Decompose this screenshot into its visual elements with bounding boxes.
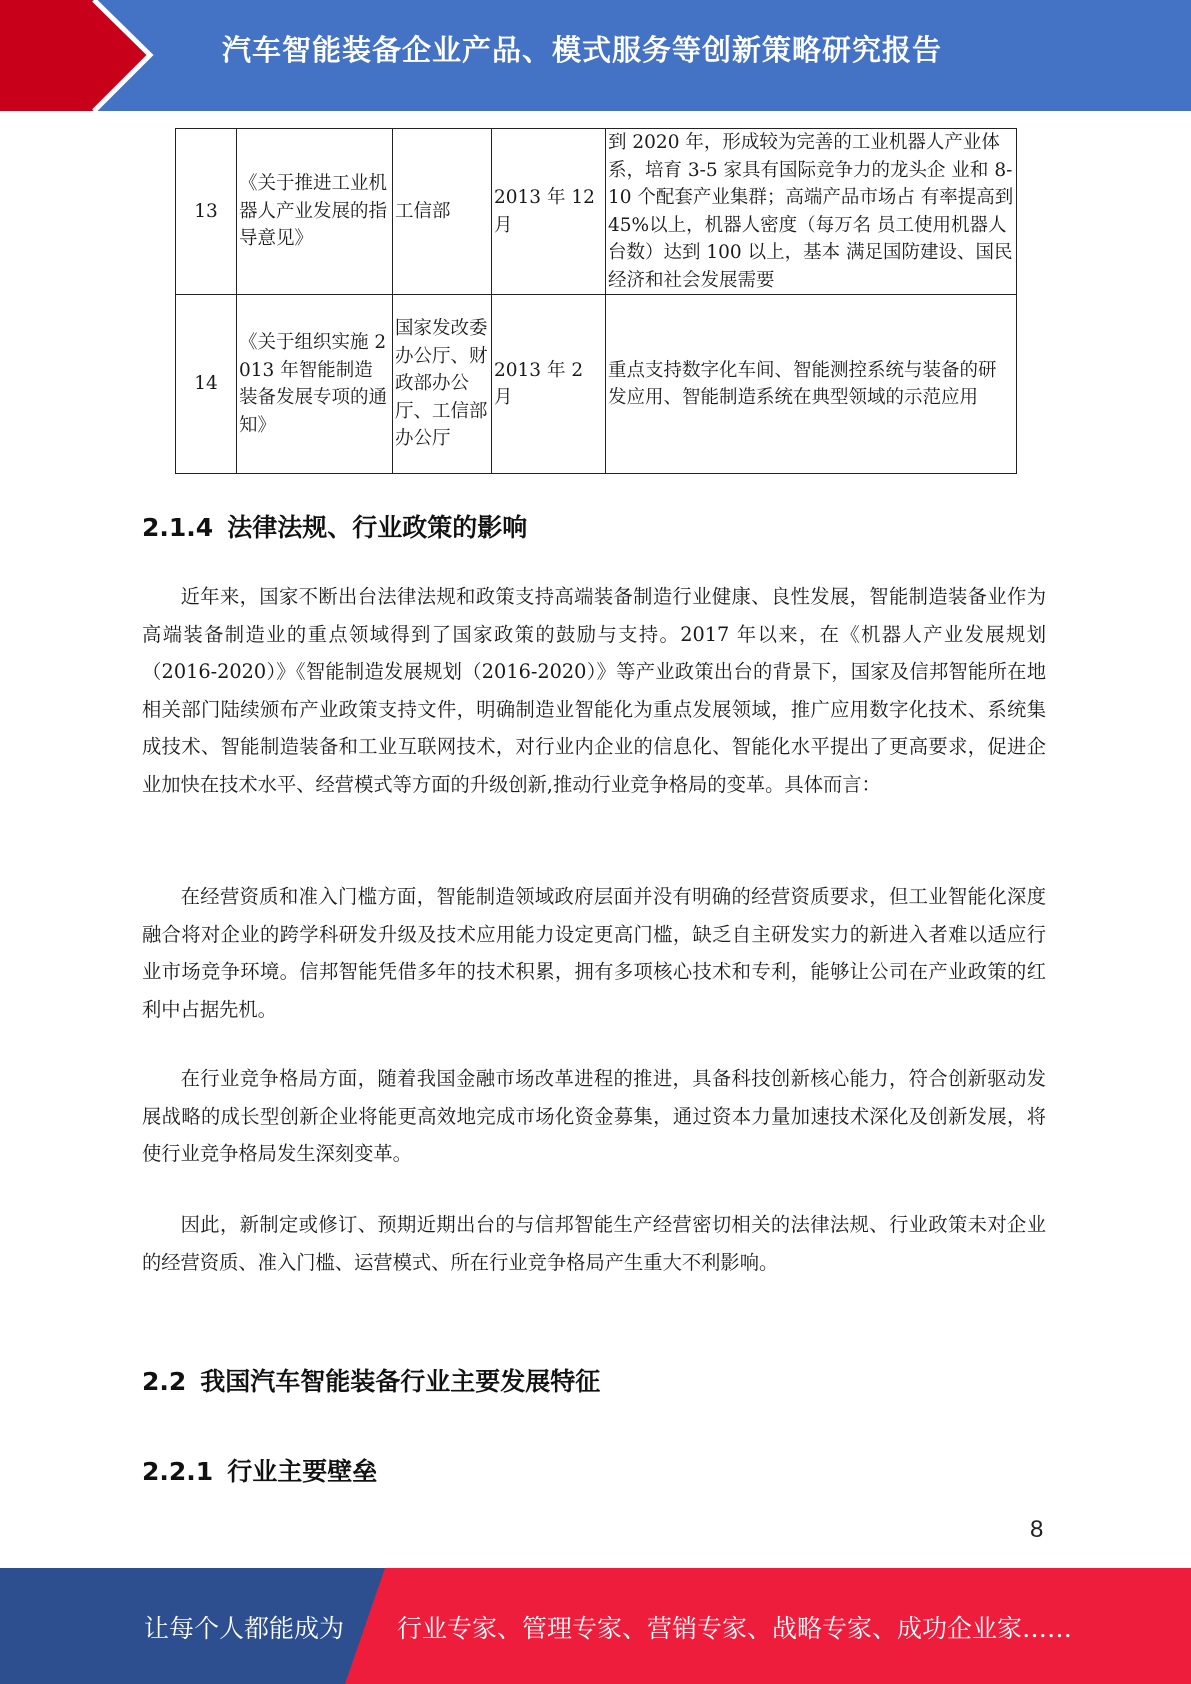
cell-issuer: 国家发改委办公厅、财政部办公厅、工信部办公厅 bbox=[393, 295, 492, 474]
cell-policy-name: 《关于推进工业机器人产业发展的指导意见》 bbox=[237, 129, 393, 295]
footer-slogan-left: 让每个人都能成为 bbox=[144, 1614, 345, 1643]
cell-number: 13 bbox=[176, 129, 237, 295]
section-heading-2-2-1 bbox=[142, 1452, 377, 1488]
section-number: 2.2.1 bbox=[142, 1457, 214, 1486]
section-heading-2-2 bbox=[142, 1362, 600, 1398]
cell-content: 重点支持数字化车间、智能测控系统与装备的研发应用、智能制造系统在典型领域的示范应用 bbox=[606, 295, 1017, 474]
table-row bbox=[176, 129, 1017, 295]
section-title: 法律法规、行业政策的影响 bbox=[227, 513, 528, 542]
header-banner bbox=[0, 0, 1191, 111]
policy-table bbox=[175, 128, 1017, 474]
cell-date: 2013 年 12 月 bbox=[492, 129, 606, 295]
paragraph: 近年来，国家不断出台法律法规和政策支持高端装备制造行业健康、良性发展，智能制造装备业作为高端装备制造业的重点领域得到了国家政策的鼓励与支持。2017 年以来，在《机器人产业发展规划（2016-2020）》《智能制造发展规划（2016-2020）》等产业政策出台的背景下，国家及信邦智能所在地相关部门陆续颁布产业政策支持文件，明确制造业智能化为重点发展领域，推广应用数字化技术、系统集成技术、智能制造装备和工业互联网技术，对行业内企业的信息化、智能化水平提出了更高要求，促进企业加快在技术水平、经营模式等方面的升级创新,推动行业竞争格局的变革。具体而言： bbox=[142, 585, 1046, 796]
section-heading-2-1-4 bbox=[142, 508, 527, 544]
table-row bbox=[176, 295, 1017, 474]
report-title: 汽车智能装备企业产品、模式服务等创新策略研究报告 bbox=[222, 33, 943, 67]
section-title: 行业主要壁垒 bbox=[227, 1457, 378, 1486]
section-number: 2.1.4 bbox=[142, 513, 214, 542]
cell-policy-name: 《关于组织实施 2013 年智能制造装备发展专项的通知》 bbox=[237, 295, 393, 474]
paragraph: 因此，新制定或修订、预期近期出台的与信邦智能生产经营密切相关的法律法规、行业政策未对企业的经营资质、准入门槛、运营模式、所在行业竞争格局产生重大不利影响。 bbox=[142, 1213, 1046, 1274]
cell-date: 2013 年 2 月 bbox=[492, 295, 606, 474]
paragraph: 在经营资质和准入门槛方面，智能制造领域政府层面并没有明确的经营资质要求，但工业智能化深度融合将对企业的跨学科研发升级及技术应用能力设定更高门槛，缺乏自主研发实力的新进入者难以适应行业市场竞争环境。信邦智能凭借多年的技术积累，拥有多项核心技术和专利，能够让公司在产业政策的红利中占据先机。 bbox=[142, 885, 1046, 1021]
page-number: 8 bbox=[1030, 1516, 1044, 1543]
cell-issuer: 工信部 bbox=[393, 129, 492, 295]
footer-banner bbox=[0, 1568, 1191, 1684]
section-number: 2.2 bbox=[142, 1367, 187, 1396]
cell-number: 14 bbox=[176, 295, 237, 474]
section-title: 我国汽车智能装备行业主要发展特征 bbox=[200, 1367, 601, 1396]
footer-slogan-right: 行业专家、管理专家、营销专家、战略专家、成功企业家…… bbox=[397, 1614, 1073, 1643]
cell-content: 到 2020 年，形成较为完善的工业机器人产业体系，培育 3-5 家具有国际竞争力的龙头企 业和 8-10 个配套产业集群；高端产品市场占 有率提高到 45%以上，机器人密度（每万名 员工使用机器人台数）达到 100 以上，基本 满足国防建设、国民经济和社会发展需要 bbox=[606, 129, 1017, 295]
paragraph: 在行业竞争格局方面，随着我国金融市场改革进程的推进，具备科技创新核心能力，符合创新驱动发展战略的成长型创新企业将能更高效地完成市场化资金募集，通过资本力量加速技术深化及创新发展，将使行业竞争格局发生深刻变革。 bbox=[142, 1067, 1046, 1165]
